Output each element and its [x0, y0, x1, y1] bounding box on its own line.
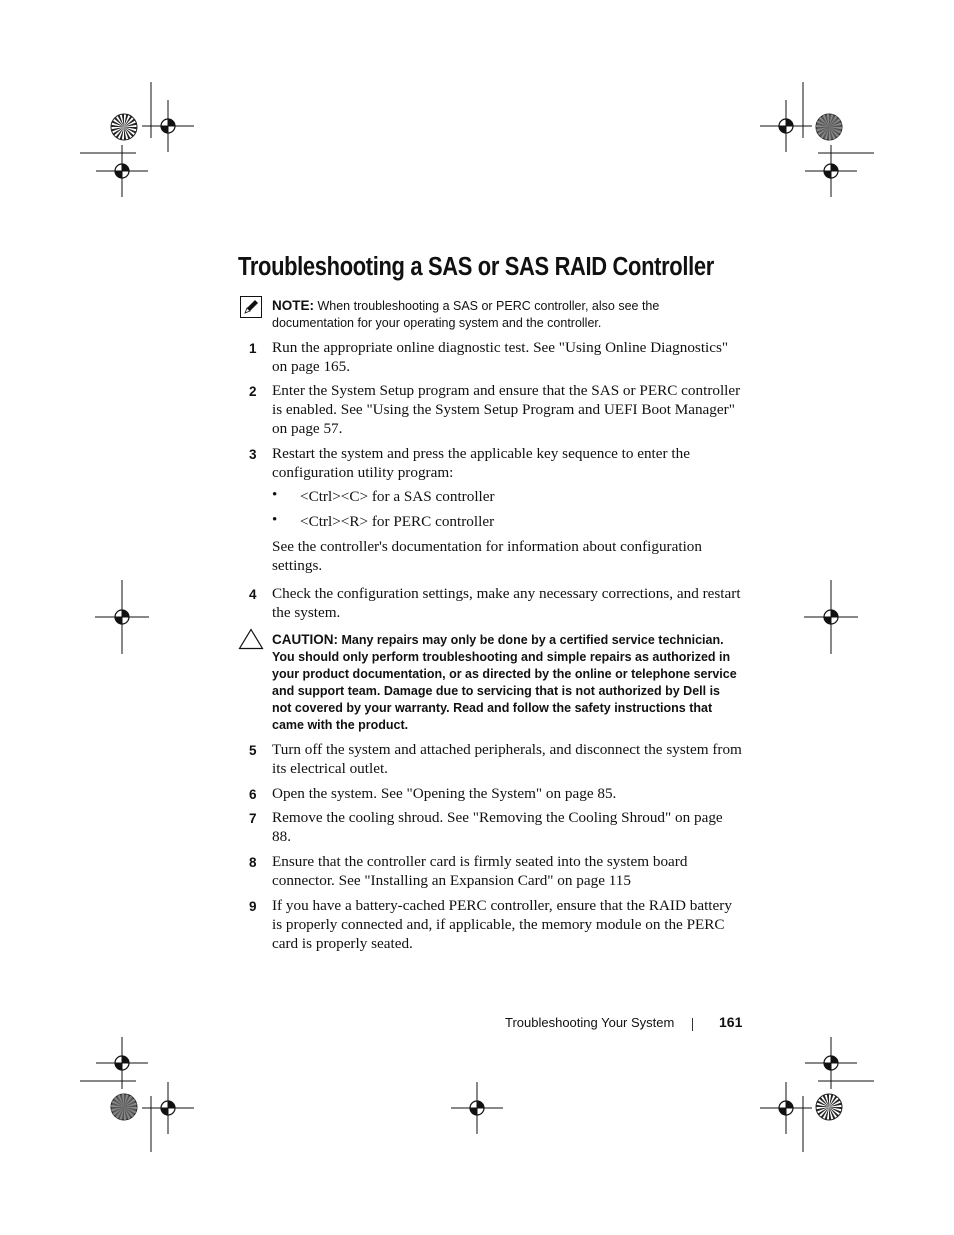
footer-section-title: Troubleshooting Your System [505, 1015, 675, 1030]
step-number: 2 [249, 384, 257, 399]
registration-crosshair-icon [142, 100, 194, 152]
printer-starburst-icon [111, 114, 137, 140]
step-number: 8 [249, 855, 257, 870]
bullet-text: <Ctrl><R> for PERC controller [300, 513, 495, 530]
step-text: If you have a battery-cached PERC controller, ensure that the RAID battery is properly connected and, if applicable, the memory module on the PERC card is properly seated. [272, 897, 732, 952]
registration-crosshair-icon [760, 1082, 812, 1134]
registration-crosshair-icon [760, 100, 812, 152]
caution-label: CAUTION: [272, 632, 338, 647]
printer-starburst-icon [111, 1094, 137, 1120]
bullet-text: <Ctrl><C> for a SAS controller [300, 488, 495, 505]
note-block [272, 297, 742, 332]
bullet-mark: • [272, 487, 278, 503]
note-pencil-icon [240, 296, 262, 318]
step-followup-text: See the controller's documentation for information about configuration settings. [272, 538, 702, 574]
step-number: 9 [249, 899, 257, 914]
step-number: 4 [249, 587, 257, 602]
step-text: Restart the system and press the applicable key sequence to enter the configuration utility program: [272, 445, 690, 481]
registration-crosshair-icon [142, 1082, 194, 1134]
step-text: Remove the cooling shroud. See "Removing the Cooling Shroud" on page 88. [272, 809, 723, 845]
step-text: Enter the System Setup program and ensure that the SAS or PERC controller is enabled. See "Using the System Setup Program and UEFI Boot Manager" on page 57. [272, 382, 741, 437]
bullet-mark: • [272, 512, 278, 528]
printer-starburst-icon [816, 1094, 842, 1120]
step-number: 7 [249, 811, 257, 826]
step-text: Ensure that the controller card is firmly seated into the system board connector. See "Installing an Expansion Card" on page 115 [272, 853, 688, 889]
printer-starburst-icon [816, 114, 842, 140]
caution-text: Many repairs may only be done by a certified service technician. You should only perform troubleshooting and simple repairs as authorized in your product documentation, or as directed by the online or telephone service and support team. Damage due to servicing that is not authorized by Dell is not covered by your warranty. Read and follow the safety instructions that came with the product. [272, 633, 737, 732]
caution-triangle-icon [238, 628, 264, 650]
page-number: 161 [719, 1014, 743, 1030]
step-number: 5 [249, 743, 257, 758]
step-number: 1 [249, 341, 257, 356]
step-text: Open the system. See "Opening the System" on page 85. [272, 785, 617, 802]
caution-block [272, 631, 742, 734]
step-text: Run the appropriate online diagnostic test. See "Using Online Diagnostics" on page 165. [272, 339, 729, 375]
step-text: Turn off the system and attached peripherals, and disconnect the system from its electrical outlet. [272, 741, 742, 777]
page-title: Troubleshooting a SAS or SAS RAID Controller [238, 253, 714, 281]
step-number: 3 [249, 447, 257, 462]
note-text: When troubleshooting a SAS or PERC controller, also see the documentation for your operating system and the controller. [272, 299, 660, 330]
step-number: 6 [249, 787, 257, 802]
footer-divider [692, 1018, 693, 1031]
registration-crosshair-icon [451, 1082, 503, 1134]
step-text: Check the configuration settings, make any necessary corrections, and restart the system. [272, 585, 741, 621]
note-label: NOTE: [272, 298, 314, 313]
